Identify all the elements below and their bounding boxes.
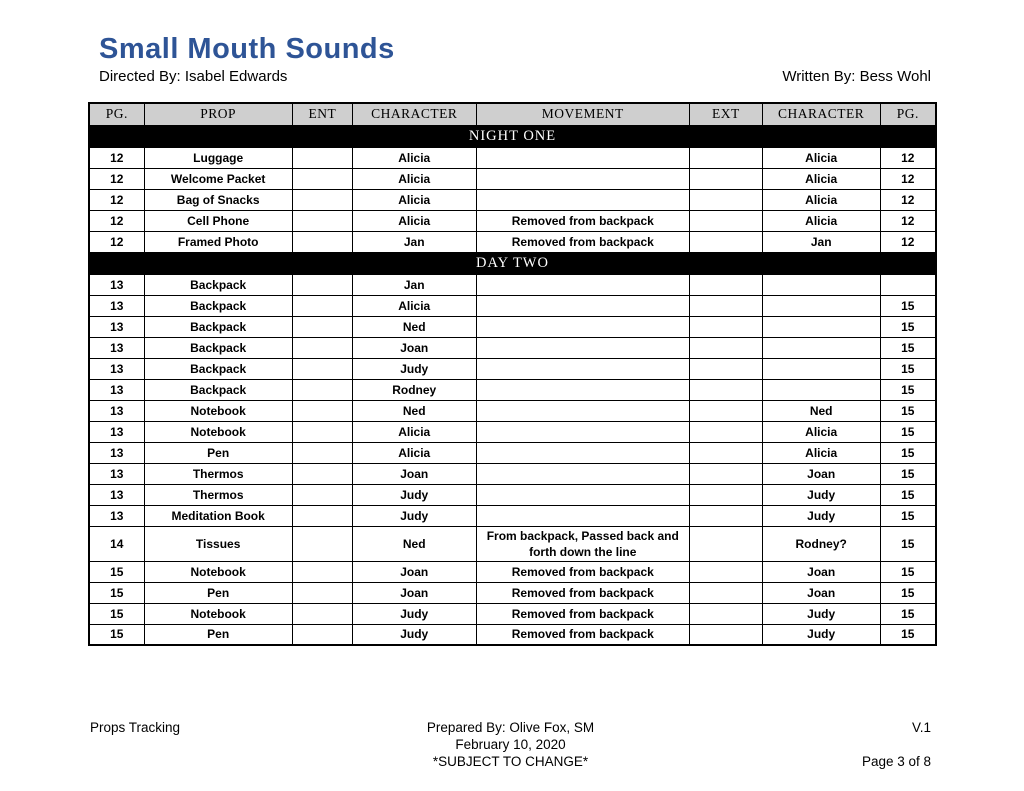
cell-movement [476,484,689,505]
cell-ent [292,505,352,526]
cell-character2: Alicia [762,147,880,168]
cell-character: Alicia [352,168,476,189]
subject-to-change-text: *SUBJECT TO CHANGE* [432,754,589,769]
cell-prop: Notebook [144,603,292,624]
footer-spacer [697,736,931,753]
cell-pg: 13 [89,316,144,337]
cell-ext [690,505,763,526]
cell-ent [292,316,352,337]
cell-ent [292,168,352,189]
cell-ent [292,624,352,645]
table-row [89,400,936,421]
cell-pg2: 15 [880,624,936,645]
cell-pg2: 15 [880,421,936,442]
cell-ext [690,463,763,484]
cell-ent [292,421,352,442]
cell-movement [476,442,689,463]
cell-pg: 12 [89,231,144,252]
column-header-character2: CHARACTER [762,103,880,125]
cell-ent [292,295,352,316]
cell-character2 [762,358,880,379]
table-row [89,624,936,645]
cell-character: Joan [352,463,476,484]
cell-ent [292,337,352,358]
cell-character2 [762,337,880,358]
cell-character: Judy [352,603,476,624]
cell-character: Joan [352,337,476,358]
cell-movement: Removed from backpack [476,210,689,231]
cell-character2: Alicia [762,189,880,210]
cell-pg2 [880,274,936,295]
table-row [89,582,936,603]
version-text: V.1 [911,720,931,735]
cell-movement [476,421,689,442]
cell-movement [476,505,689,526]
cell-pg: 12 [89,210,144,231]
cell-pg2: 12 [880,189,936,210]
cell-pg2: 15 [880,400,936,421]
cell-prop: Meditation Book [144,505,292,526]
cell-ent [292,582,352,603]
cell-character: Rodney [352,379,476,400]
cell-movement [476,274,689,295]
cell-movement [476,400,689,421]
cell-pg: 12 [89,189,144,210]
cell-ext [690,421,763,442]
cell-pg: 13 [89,337,144,358]
cell-pg2: 12 [880,210,936,231]
cell-character2: Alicia [762,421,880,442]
written-by-text: Written By: Bess Wohl [782,68,931,85]
cell-movement [476,168,689,189]
cell-ext [690,526,763,561]
cell-character: Jan [352,231,476,252]
cell-character: Ned [352,526,476,561]
cell-movement [476,189,689,210]
section-title: NIGHT ONE [89,125,936,147]
cell-prop: Backpack [144,274,292,295]
cell-ext [690,484,763,505]
date-text: February 10, 2020 [455,737,566,752]
cell-pg2: 15 [880,526,936,561]
cell-character: Judy [352,484,476,505]
document-header [0,0,1024,86]
cell-character2: Joan [762,561,880,582]
cell-ext [690,231,763,252]
cell-pg2: 15 [880,463,936,484]
cell-pg: 13 [89,358,144,379]
cell-pg2: 15 [880,561,936,582]
table-row [89,358,936,379]
cell-ent [292,210,352,231]
cell-pg: 15 [89,582,144,603]
cell-pg: 13 [89,484,144,505]
cell-character: Judy [352,505,476,526]
cell-ext [690,168,763,189]
prepared-by-text: Prepared By: Olive Fox, SM [426,720,595,735]
cell-character: Alicia [352,442,476,463]
cell-prop: Backpack [144,337,292,358]
cell-movement: From backpack, Passed back and forth down the line [476,526,689,561]
cell-movement [476,379,689,400]
table-row [89,561,936,582]
section-row [89,125,936,147]
cell-ent [292,189,352,210]
cell-pg2: 15 [880,337,936,358]
cell-character: Joan [352,582,476,603]
column-header-ext: EXT [690,103,763,125]
cell-movement: Removed from backpack [476,624,689,645]
cell-character2: Alicia [762,168,880,189]
cell-character2 [762,316,880,337]
cell-prop: Backpack [144,358,292,379]
cell-ext [690,147,763,168]
cell-movement: Removed from backpack [476,582,689,603]
table-row [89,603,936,624]
cell-ext [690,337,763,358]
cell-ext [690,379,763,400]
cell-pg2: 15 [880,442,936,463]
table-row [89,316,936,337]
cell-character: Joan [352,561,476,582]
cell-character2 [762,379,880,400]
column-header-prop: PROP [144,103,292,125]
cell-movement [476,295,689,316]
cell-ext [690,442,763,463]
cell-pg: 13 [89,505,144,526]
cell-prop: Notebook [144,400,292,421]
table-body [89,125,936,645]
table-row [89,484,936,505]
cell-pg: 13 [89,463,144,484]
cell-character2: Rodney? [762,526,880,561]
cell-ent [292,603,352,624]
cell-ent [292,442,352,463]
cell-character2: Ned [762,400,880,421]
footer-left-text: Props Tracking [90,720,181,735]
cell-prop: Notebook [144,421,292,442]
cell-pg2: 15 [880,379,936,400]
cell-movement: Removed from backpack [476,603,689,624]
cell-ext [690,582,763,603]
cell-character: Alicia [352,210,476,231]
cell-pg2: 15 [880,505,936,526]
cell-ext [690,624,763,645]
cell-ent [292,379,352,400]
cell-movement [476,147,689,168]
cell-prop: Framed Photo [144,231,292,252]
cell-prop: Pen [144,442,292,463]
cell-pg: 12 [89,168,144,189]
cell-character2 [762,295,880,316]
cell-ext [690,189,763,210]
cell-pg: 13 [89,442,144,463]
cell-prop: Pen [144,624,292,645]
page-title: Small Mouth Sounds [99,33,395,65]
cell-ext [690,210,763,231]
cell-prop: Backpack [144,379,292,400]
cell-movement: Removed from backpack [476,231,689,252]
cell-prop: Thermos [144,484,292,505]
column-header-character: CHARACTER [352,103,476,125]
cell-pg2: 15 [880,484,936,505]
cell-character2: Judy [762,603,880,624]
cell-ent [292,400,352,421]
cell-character2: Alicia [762,442,880,463]
cell-pg: 15 [89,624,144,645]
cell-character: Jan [352,274,476,295]
cell-prop: Backpack [144,316,292,337]
cell-pg2: 12 [880,168,936,189]
cell-pg: 15 [89,603,144,624]
table-row [89,379,936,400]
cell-prop: Welcome Packet [144,168,292,189]
cell-pg2: 12 [880,147,936,168]
cell-ext [690,316,763,337]
table-row [89,526,936,561]
table-row [89,231,936,252]
cell-character2: Judy [762,484,880,505]
cell-movement [476,316,689,337]
column-header-movement: MOVEMENT [476,103,689,125]
directed-by-text: Directed By: Isabel Edwards [99,68,288,85]
cell-pg2: 15 [880,603,936,624]
cell-pg2: 15 [880,295,936,316]
table-row [89,295,936,316]
cell-ext [690,603,763,624]
cell-movement [476,463,689,484]
cell-pg2: 12 [880,231,936,252]
cell-ent [292,231,352,252]
cell-prop: Pen [144,582,292,603]
cell-pg: 13 [89,295,144,316]
table-row [89,421,936,442]
table-header-row [89,103,936,125]
footer-right-block [697,719,931,770]
cell-movement: Removed from backpack [476,561,689,582]
cell-character: Judy [352,358,476,379]
cell-pg2: 15 [880,316,936,337]
cell-prop: Notebook [144,561,292,582]
cell-character2: Joan [762,582,880,603]
cell-pg: 13 [89,421,144,442]
cell-character: Alicia [352,189,476,210]
cell-prop: Backpack [144,295,292,316]
cell-ext [690,400,763,421]
document-footer [90,719,931,770]
column-header-ent: ENT [292,103,352,125]
table-row [89,463,936,484]
byline-row [99,67,931,86]
cell-character2: Jan [762,231,880,252]
cell-character2: Judy [762,505,880,526]
cell-character: Alicia [352,421,476,442]
table-row [89,189,936,210]
cell-prop: Luggage [144,147,292,168]
table-row [89,505,936,526]
table-row [89,168,936,189]
cell-pg: 13 [89,400,144,421]
cell-ext [690,295,763,316]
cell-character: Alicia [352,147,476,168]
cell-pg: 13 [89,274,144,295]
cell-prop: Tissues [144,526,292,561]
page-number-text: Page 3 of 8 [861,754,931,769]
cell-character: Ned [352,400,476,421]
table-row [89,274,936,295]
table-row [89,147,936,168]
cell-ext [690,274,763,295]
cell-pg: 13 [89,379,144,400]
cell-pg2: 15 [880,582,936,603]
cell-ext [690,561,763,582]
column-header-pg2: PG. [880,103,936,125]
cell-character: Judy [352,624,476,645]
cell-character2: Joan [762,463,880,484]
cell-pg: 12 [89,147,144,168]
cell-character: Ned [352,316,476,337]
cell-ent [292,358,352,379]
cell-ent [292,463,352,484]
cell-pg: 15 [89,561,144,582]
cell-character2: Judy [762,624,880,645]
cell-ent [292,274,352,295]
cell-prop: Bag of Snacks [144,189,292,210]
footer-center-block [324,719,698,770]
cell-character: Alicia [352,295,476,316]
cell-pg2: 15 [880,358,936,379]
cell-ent [292,561,352,582]
cell-movement [476,358,689,379]
cell-movement [476,337,689,358]
cell-pg: 14 [89,526,144,561]
table-row [89,337,936,358]
cell-character2: Alicia [762,210,880,231]
cell-ent [292,526,352,561]
props-table [88,102,937,646]
table-row [89,210,936,231]
cell-prop: Cell Phone [144,210,292,231]
table-row [89,442,936,463]
cell-ent [292,147,352,168]
cell-ent [292,484,352,505]
cell-prop: Thermos [144,463,292,484]
section-row [89,252,936,274]
cell-ext [690,358,763,379]
cell-character2 [762,274,880,295]
column-header-pg: PG. [89,103,144,125]
section-title: DAY TWO [89,252,936,274]
